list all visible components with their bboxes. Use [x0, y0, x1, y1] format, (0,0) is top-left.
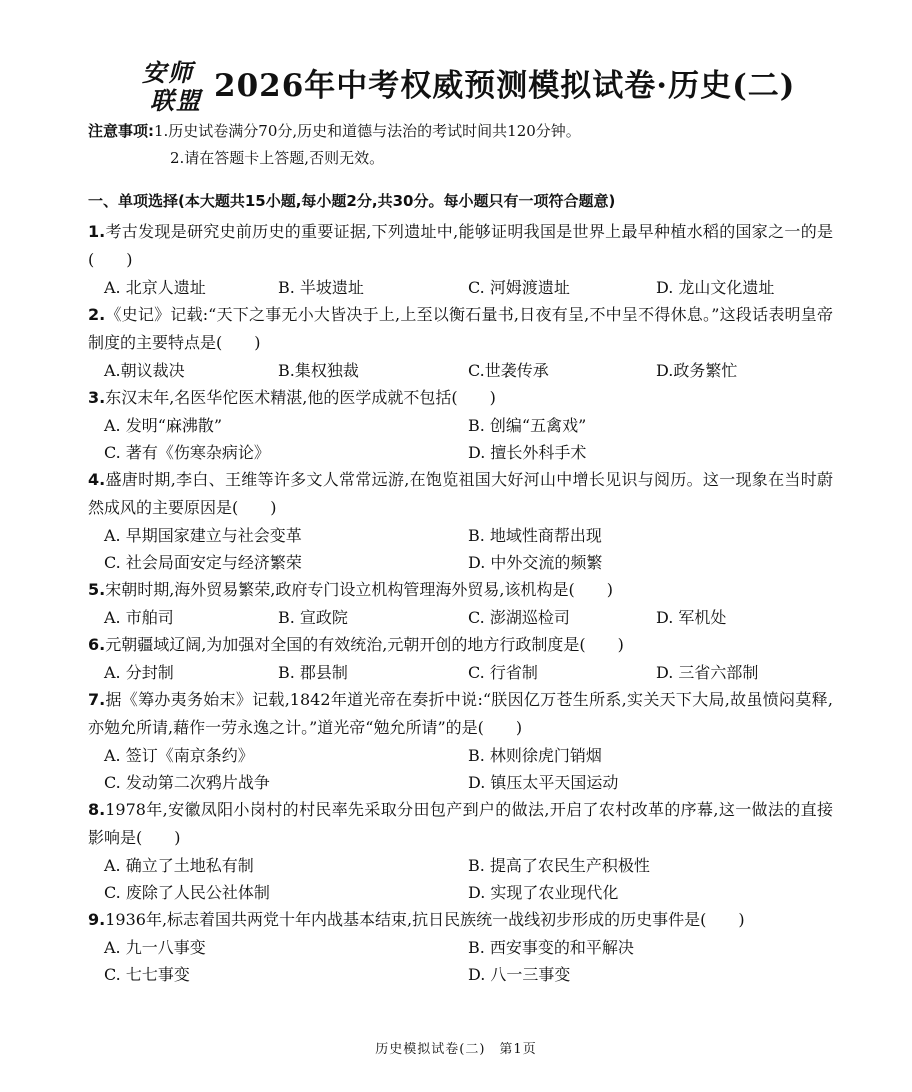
option-a: A. 分封制 [104, 663, 174, 682]
option-a: A. 九一八事变 [104, 938, 206, 957]
option-a: A. 确立了土地私有制 [104, 856, 254, 875]
header [140, 52, 796, 115]
logo-line1: 安师 [142, 58, 194, 87]
question-number: 4. [88, 470, 106, 489]
logo-line2: 联盟 [150, 86, 202, 115]
question-text: 盛唐时期,李白、王维等许多文人常常远游,在饱览祖国大好河山中增长见识与阅历。这一现象在当时蔚然成风的主要原因是( ) [88, 470, 833, 517]
option-b: B. 创编“五禽戏” [468, 416, 587, 435]
option-a: A. 发明“麻沸散” [104, 416, 223, 435]
notes-item-1: 1.历史试卷满分70分,历史和道德与法治的考试时间共120分钟。 [154, 122, 581, 140]
option-d: D. 镇压太平天国运动 [468, 773, 619, 792]
exam-notes [88, 118, 581, 172]
question-text: 《史记》记载:“天下之事无小大皆决于上,上至以衡石量书,日夜有呈,不中呈不得休息。”这段话表明皇帝制度的主要特点是( ) [88, 305, 833, 352]
notes-label: 注意事项: [88, 122, 154, 140]
option-c: C. 七七事变 [104, 965, 190, 984]
question-list [88, 218, 833, 988]
option-d: D. 三省六部制 [656, 663, 759, 682]
question-text: 1978年,安徽凤阳小岗村的村民率先采取分田包产到户的做法,开启了农村改革的序幕,这一做法的直接影响是( ) [88, 800, 833, 847]
question-text: 1936年,标志着国共两党十年内战基本结束,抗日民族统一战线初步形成的历史事件是( ) [105, 910, 745, 929]
question-text: 东汉末年,名医华佗医术精湛,他的医学成就不包括( ) [105, 388, 496, 407]
alliance-logo [140, 53, 208, 115]
question-number: 5. [88, 580, 106, 599]
option-d: D. 实现了农业现代化 [468, 883, 619, 902]
option-c: C. 发动第二次鸦片战争 [104, 773, 270, 792]
question-2 [88, 301, 833, 384]
page-footer: 历史模拟试卷(二) 第1页 [375, 1042, 537, 1057]
option-d: D. 擅长外科手术 [468, 443, 587, 462]
question-text: 据《筹办夷务始末》记载,1842年道光帝在奏折中说:“朕因亿万苍生所系,实关天下大局,故虽愤闷莫释,亦勉允所请,藉作一劳永逸之计。”道光帝“勉允所请”的是( ) [88, 690, 833, 737]
option-a: A. 签订《南京条约》 [104, 746, 254, 765]
question-8 [88, 796, 833, 906]
option-a: A.朝议裁决 [104, 361, 185, 380]
question-6 [88, 631, 833, 686]
option-c: C. 著有《伤寒杂病论》 [104, 443, 270, 462]
question-7 [88, 686, 833, 796]
option-b: B. 郡县制 [278, 663, 348, 682]
option-b: B. 提高了农民生产积极性 [468, 856, 650, 875]
option-d: D. 军机处 [656, 608, 727, 627]
option-b: B. 宣政院 [278, 608, 348, 627]
question-number: 9. [88, 910, 106, 929]
option-b: B. 西安事变的和平解决 [468, 938, 634, 957]
option-c: C.世袭传承 [468, 361, 549, 380]
question-3 [88, 384, 833, 466]
option-c: C. 社会局面安定与经济繁荣 [104, 553, 302, 572]
page-title: 2026年中考权威预测模拟试卷·历史(二) [214, 67, 796, 104]
option-d: D.政务繁忙 [656, 361, 738, 380]
option-d: D. 八一三事变 [468, 965, 571, 984]
option-c: C. 废除了人民公社体制 [104, 883, 270, 902]
option-c: C. 澎湖巡检司 [468, 608, 570, 627]
option-b: B. 半坡遗址 [278, 278, 364, 297]
question-5 [88, 576, 833, 631]
option-a: A. 市舶司 [104, 608, 174, 627]
notes-item-2: 2.请在答题卡上答题,否则无效。 [170, 149, 385, 167]
option-d: D. 龙山文化遗址 [656, 278, 775, 297]
question-text: 宋朝时期,海外贸易繁荣,政府专门设立机构管理海外贸易,该机构是( ) [105, 580, 613, 599]
question-9 [88, 906, 833, 988]
option-a: A. 北京人遗址 [104, 278, 206, 297]
question-number: 3. [88, 388, 106, 407]
option-d: D. 中外交流的频繁 [468, 553, 603, 572]
option-b: B. 地域性商帮出现 [468, 526, 602, 545]
question-text: 考古发现是研究史前历史的重要证据,下列遗址中,能够证明我国是世界上最早种植水稻的国家之一的是( ) [88, 222, 833, 269]
question-4 [88, 466, 833, 576]
question-number: 6. [88, 635, 106, 654]
option-c: C. 行省制 [468, 663, 538, 682]
question-1 [88, 218, 833, 301]
question-text: 元朝疆域辽阔,为加强对全国的有效统治,元朝开创的地方行政制度是( ) [105, 635, 624, 654]
option-b: B.集权独裁 [278, 361, 359, 380]
option-c: C. 河姆渡遗址 [468, 278, 570, 297]
question-number: 2. [88, 305, 106, 324]
option-b: B. 林则徐虎门销烟 [468, 746, 602, 765]
question-number: 7. [88, 690, 106, 709]
option-a: A. 早期国家建立与社会变革 [104, 526, 302, 545]
question-number: 1. [88, 222, 106, 241]
section-title: 一、单项选择(本大题共15小题,每小题2分,共30分。每小题只有一项符合题意) [88, 192, 616, 210]
question-number: 8. [88, 800, 106, 819]
